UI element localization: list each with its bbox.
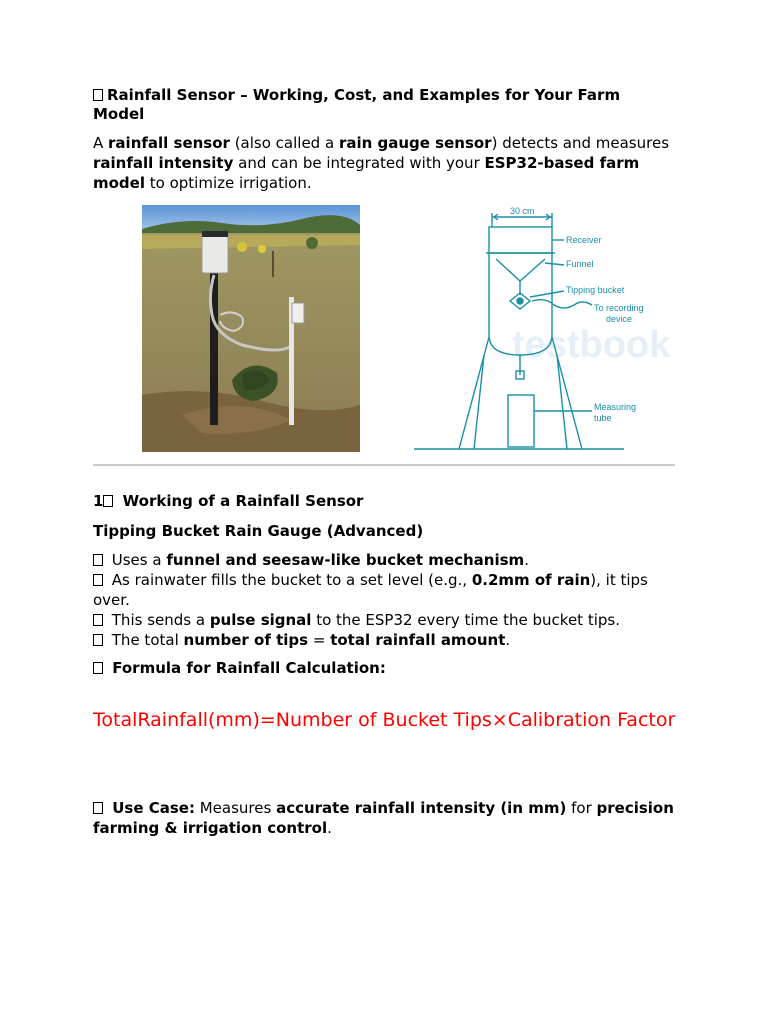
formula-heading: Formula for Rainfall Calculation: xyxy=(93,658,693,678)
use-case: Use Case: Measures accurate rainfall intensity (in mm) for precision farming & irrigation control. xyxy=(93,799,674,837)
diagram-watermark: testbook xyxy=(512,324,671,366)
bullet-glyph-icon xyxy=(93,554,103,566)
rain-gauge-diagram xyxy=(414,205,682,452)
label-tipping-bucket: Tipping bucket xyxy=(566,285,625,295)
label-width: 30 cm xyxy=(510,206,535,216)
bullet-glyph-icon xyxy=(93,614,103,626)
usecase-glyph-icon xyxy=(93,802,103,814)
working-list xyxy=(93,550,675,650)
heading-text: Working of a Rainfall Sensor xyxy=(117,492,364,510)
label-recording-1: To recording xyxy=(594,303,644,313)
figures-row xyxy=(142,205,682,453)
keycap-glyph-icon xyxy=(103,495,113,507)
document-body xyxy=(93,86,675,193)
label-measuring-1: Measuring xyxy=(594,402,637,412)
label-funnel: Funnel xyxy=(566,259,594,269)
intro-paragraph: A rainfall sensor (also called a rain gauge sensor) detects and measures rainfall intensity and can be integrated with your ESP32-based farm model to optimize irrigation. xyxy=(93,134,670,192)
page-title-text: Rainfall Sensor – Working, Cost, and Examples for Your Farm Model xyxy=(93,86,621,123)
heading-number: 1 xyxy=(93,492,104,510)
page-title xyxy=(93,86,675,124)
list-item: The total number of tips = total rainfall amount. xyxy=(93,630,675,650)
box-glyph-icon xyxy=(93,89,103,101)
bullet-glyph-icon xyxy=(93,574,103,586)
label-receiver: Receiver xyxy=(566,235,602,245)
rain-gauge-photo xyxy=(142,205,360,452)
subheading: Tipping Bucket Rain Gauge (Advanced) xyxy=(93,522,424,540)
list-item: This sends a pulse signal to the ESP32 every time the bucket tips. xyxy=(93,610,675,630)
list-item: As rainwater fills the bucket to a set level (e.g., 0.2mm of rain), it tips over. xyxy=(93,571,648,609)
bullet-glyph-icon xyxy=(93,634,103,646)
section-divider xyxy=(93,464,675,466)
label-recording-2: device xyxy=(606,314,633,324)
formula-glyph-icon xyxy=(93,662,103,674)
label-measuring-2: tube xyxy=(594,413,612,423)
rainfall-formula: TotalRainfall(mm)=Number of Bucket Tips×Calibration Factor xyxy=(93,709,676,731)
list-item: Uses a funnel and seesaw-like bucket mechanism. xyxy=(93,550,675,570)
section-heading xyxy=(93,491,693,511)
